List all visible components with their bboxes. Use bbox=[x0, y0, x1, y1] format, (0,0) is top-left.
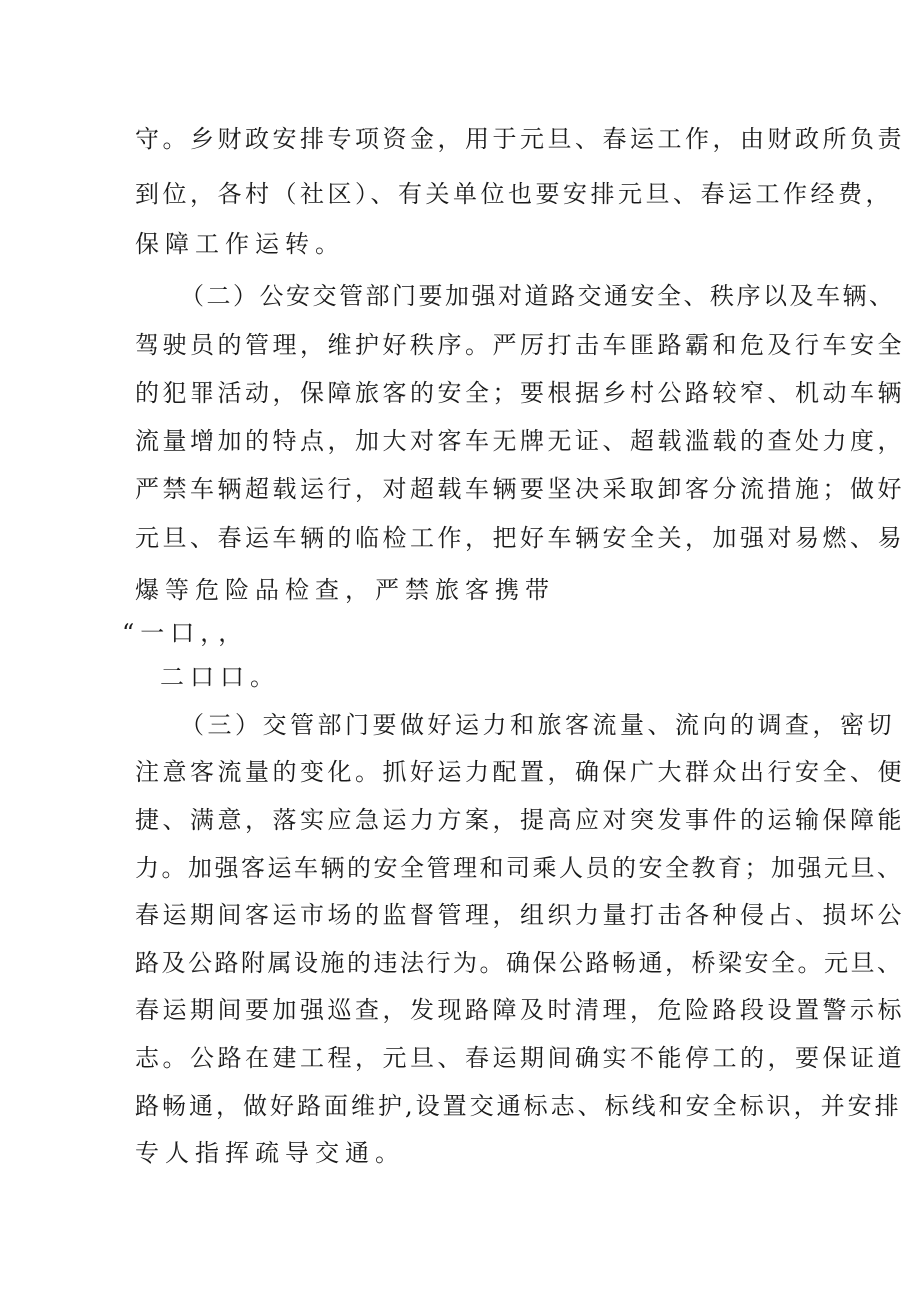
text-line: 保障工作运转。 bbox=[135, 230, 345, 258]
text-line: 捷、满意，落实应急运力方案，提高应对突发事件的运输保障能 bbox=[135, 806, 905, 834]
text-line: 注意客流量的变化。抓好运力配置，确保广大群众出行安全、便 bbox=[135, 758, 905, 786]
text-line: 的犯罪活动，保障旅客的安全；要根据乡村公路较窄、机动车辆 bbox=[135, 379, 905, 407]
text-line: 驾驶员的管理，维护好秩序。严厉打击车匪路霸和危及行车安全 bbox=[135, 331, 905, 359]
text-line: 到位，各村（社区）、有关单位也要安排元旦、春运工作经费， bbox=[135, 180, 893, 208]
text-line: 力。加强客运车辆的安全管理和司乘人员的安全教育；加强元旦、 bbox=[135, 854, 904, 882]
text-line: 路畅通，做好路面维护,设置交通标志、标线和安全标识，并安排 bbox=[135, 1092, 902, 1120]
text-line: （三）交管部门要做好运力和旅客流量、流向的调查，密切 bbox=[180, 711, 895, 739]
text-line: 春运期间要加强巡查，发现路障及时清理，危险路段设置警示标 bbox=[135, 996, 905, 1024]
text-line: 志。公路在建工程，元旦、春运期间确实不能停工的，要保证道 bbox=[135, 1044, 905, 1072]
text-line: （二）公安交管部门要加强对道路交通安全、秩序以及车辆、 bbox=[180, 282, 896, 310]
text-line: 路及公路附属设施的违法行为。确保公路畅通，桥梁安全。元旦、 bbox=[135, 949, 904, 977]
text-line: 守。乡财政安排专项资金，用于元旦、春运工作，由财政所负责 bbox=[135, 125, 905, 153]
text-line: 流量增加的特点，加大对客车无牌无证、超载滥载的查处力度， bbox=[135, 427, 905, 455]
text-line: 春运期间客运市场的监督管理，组织力量打击各种侵占、损坏公 bbox=[135, 901, 905, 929]
text-line: “一口，， bbox=[122, 619, 249, 647]
text-line: 元旦、春运车辆的临检工作，把好车辆安全关，加强对易燃、易 bbox=[135, 524, 905, 552]
text-line: 爆等危险品检查，严禁旅客携带 bbox=[135, 576, 555, 604]
text-line: 严禁车辆超载运行，对超载车辆要坚决采取卸客分流措施；做好 bbox=[135, 475, 905, 503]
text-line: 二口口。 bbox=[160, 663, 280, 691]
text-line: 专人指挥疏导交通。 bbox=[135, 1139, 405, 1167]
